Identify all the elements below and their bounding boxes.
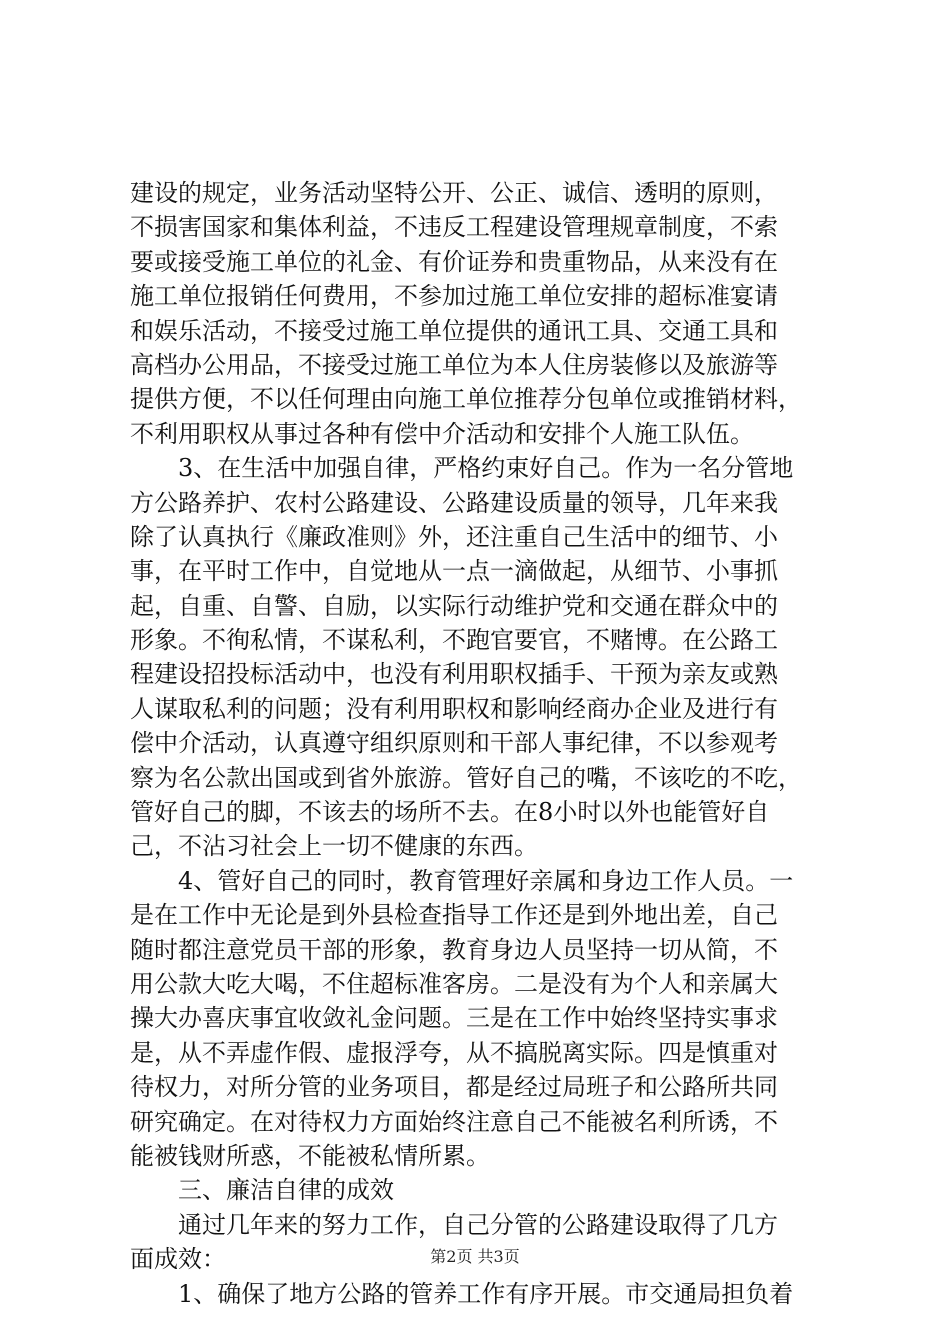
text-line: 事，在平时工作中，自觉地从一点一滴做起，从细节、小事抓 bbox=[130, 557, 778, 586]
document-body bbox=[130, 176, 835, 1311]
text-line: 除了认真执行《廉政准则》外，还注重自己生活中的细节、小 bbox=[130, 522, 778, 551]
text-line: 三、廉洁自律的成效 bbox=[130, 1176, 394, 1205]
text-line: 待权力，对所分管的业务项目，都是经过局班子和公路所共同 bbox=[130, 1073, 778, 1102]
text-line: 要或接受施工单位的礼金、有价证券和贵重物品，从来没有在 bbox=[130, 247, 778, 276]
text-line: 是，从不弄虚作假、虚报浮夸，从不搞脱离实际。四是慎重对 bbox=[130, 1038, 778, 1067]
text-line: 1、确保了地方公路的管养工作有序开展。市交通局担负着 bbox=[130, 1279, 794, 1308]
text-line: 建设的规定，业务活动坚特公开、公正、诚信、透明的原则， bbox=[130, 179, 778, 207]
text-line: 研究确定。在对待权力方面始终注意自己不能被名利所诱，不 bbox=[130, 1107, 778, 1136]
text-line: 程建设招投标活动中，也没有利用职权插手、干预为亲友或熟 bbox=[130, 660, 778, 689]
text-line: 随时都注意党员干部的形象，教育身边人员坚持一切从简，不 bbox=[130, 935, 778, 964]
page-footer: 第2页 共3页 bbox=[430, 1247, 520, 1266]
text-line: 3、在生活中加强自律，严格约束好自己。作为一名分管地 bbox=[130, 454, 794, 483]
text-line: 察为名公款出国或到省外旅游。管好自己的嘴，不该吃的不吃， bbox=[130, 763, 802, 792]
text-line: 己，不沾习社会上一切不健康的东西。 bbox=[130, 832, 538, 861]
text-line: 是在工作中无论是到外县检查指导工作还是到外地出差，自己 bbox=[130, 901, 778, 930]
text-line: 不损害国家和集体利益，不违反工程建设管理规章制度，不索 bbox=[130, 213, 778, 242]
text-line: 用公款大吃大喝，不住超标准客房。二是没有为个人和亲属大 bbox=[130, 969, 778, 998]
text-line: 方公路养护、农村公路建设、公路建设质量的领导，几年来我 bbox=[130, 488, 778, 517]
text-line: 形象。不徇私情，不谋私利，不跑官要官，不赌博。在公路工 bbox=[130, 626, 778, 655]
text-line: 施工单位报销任何费用，不参加过施工单位安排的超标准宴请 bbox=[130, 282, 778, 311]
text-line: 和娱乐活动，不接受过施工单位提供的通讯工具、交通工具和 bbox=[130, 316, 778, 345]
text-line: 能被钱财所惑，不能被私情所累。 bbox=[130, 1141, 490, 1170]
text-line: 4、管好自己的同时，教育管理好亲属和身边工作人员。一 bbox=[130, 866, 794, 895]
text-line: 高档办公用品，不接受过施工单位为本人住房装修以及旅游等 bbox=[130, 350, 778, 379]
text-line: 起，自重、自警、自励，以实际行动维护党和交通在群众中的 bbox=[130, 591, 778, 620]
text-line: 不利用职权从事过各种有偿中介活动和安排个人施工队伍。 bbox=[130, 419, 754, 448]
text-line: 操大办喜庆事宜收敛礼金问题。三是在工作中始终坚持实事求 bbox=[130, 1004, 778, 1033]
text-line: 提供方便，不以任何理由向施工单位推荐分包单位或推销材料， bbox=[130, 385, 802, 414]
text-line: 偿中介活动，认真遵守组织原则和干部人事纪律，不以参观考 bbox=[130, 729, 778, 758]
text-line: 管好自己的脚，不该去的场所不去。在8小时以外也能管好自 bbox=[130, 798, 770, 827]
text-line: 人谋取私利的问题；没有利用职权和影响经商办企业及进行有 bbox=[130, 694, 778, 723]
text-line: 面成效： bbox=[130, 1245, 226, 1274]
text-line: 通过几年来的努力工作，自己分管的公路建设取得了几方 bbox=[130, 1210, 778, 1239]
